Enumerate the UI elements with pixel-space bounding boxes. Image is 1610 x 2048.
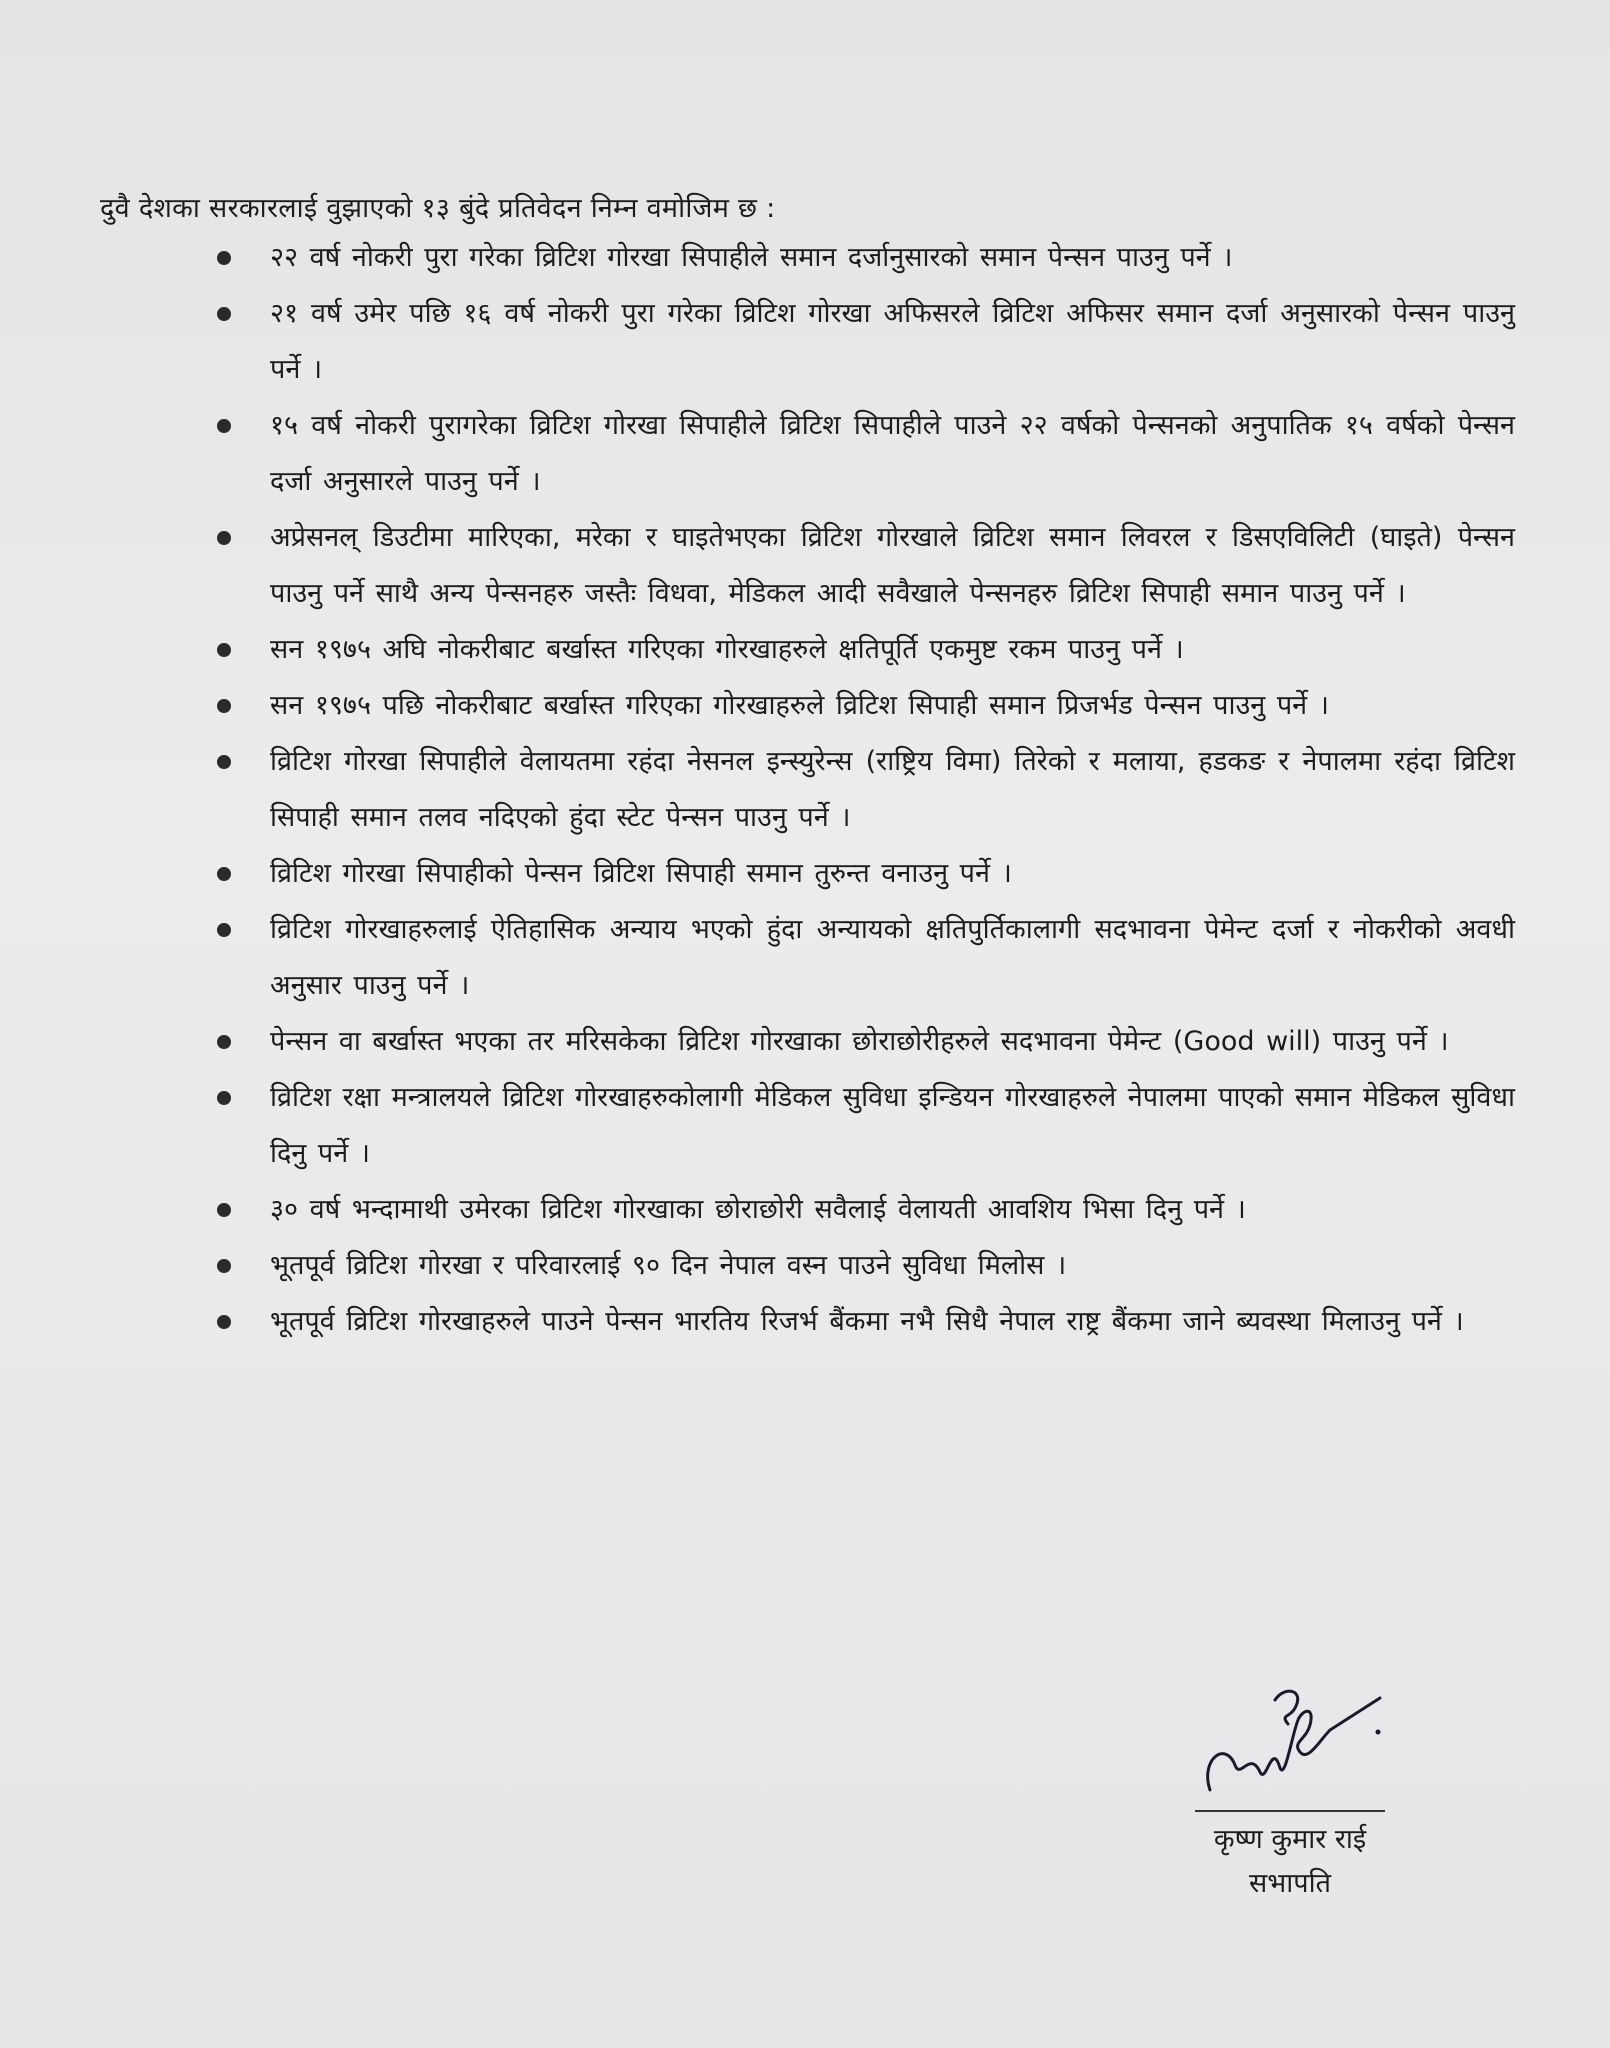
demands-list	[205, 230, 1515, 1350]
list-item-text: भूतपूर्व व्रिटिश गोरखाहरुले पाउने पेन्सन भारतिय रिजर्भ बैंकमा नभै सिधै नेपाल राष्ट्र बैंकमा जाने ब्यवस्था मिलाउनु पर्ने ।	[270, 1306, 1464, 1337]
bullet-icon	[217, 643, 231, 657]
bullet-icon	[217, 531, 231, 545]
list-item	[205, 902, 1515, 1014]
bullet-icon	[217, 419, 231, 433]
signatory-title: सभापति	[1249, 1868, 1331, 1899]
list-item-text: व्रिटिश गोरखाहरुलाई ऐतिहासिक अन्याय भएको हुंदा अन्यायको क्षतिपुर्तिकालागी सदभावना पेमेन्ट दर्जा र नोकरीको अवधी अनुसार पाउनु पर्ने ।	[270, 914, 1515, 1001]
bullet-icon	[217, 1315, 231, 1329]
bullet-icon	[217, 307, 231, 321]
list-item-text: १५ वर्ष नोकरी पुरागरेका व्रिटिश गोरखा सिपाहीले व्रिटिश सिपाहीले पाउने २२ वर्षको पेन्सनको अनुपातिक १५ वर्षको पेन्सन दर्जा अनुसारले पाउनु पर्ने ।	[270, 410, 1515, 497]
bullet-icon	[217, 867, 231, 881]
list-item-text: व्रिटिश गोरखा सिपाहीले वेलायतमा रहंदा नेसनल इन्स्युरेन्स (राष्ट्रिय विमा) तिरेको र मलाया, हडकङ र नेपालमा रहंदा व्रिटिश सिपाही समान तलव नदिएको हुंदा स्टेट पेन्सन पाउनु पर्ने ।	[270, 746, 1515, 833]
list-item-text: व्रिटिश रक्षा मन्त्रालयले व्रिटिश गोरखाहरुकोलागी मेडिकल सुविधा इन्डियन गोरखाहरुले नेपालमा पाएको समान मेडिकल सुविधा दिनु पर्ने ।	[270, 1082, 1515, 1169]
signatory-name: कृष्ण कुमार राई	[1213, 1824, 1367, 1855]
list-item-text: पेन्सन वा बर्खास्त भएका तर मरिसकेका व्रिटिश गोरखाका छोराछोरीहरुले सदभावना पेमेन्ट (Good will) पाउनु पर्ने ।	[270, 1026, 1449, 1057]
list-item-text: सन १९७५ पछि नोकरीबाट बर्खास्त गरिएका गोरखाहरुले व्रिटिश सिपाही समान प्रिजर्भड पेन्सन पाउनु पर्ने ।	[270, 690, 1329, 721]
list-item-text: २१ वर्ष उमेर पछि १६ वर्ष नोकरी पुरा गरेका व्रिटिश गोरखा अफिसरले व्रिटिश अफिसर समान दर्जा अनुसारको पेन्सन पाउनु पर्ने ।	[270, 298, 1515, 385]
list-item	[205, 1182, 1515, 1238]
list-item	[205, 1070, 1515, 1182]
list-item	[205, 734, 1515, 846]
list-item	[205, 846, 1515, 902]
bullet-icon	[217, 1203, 231, 1217]
list-item	[205, 1294, 1515, 1350]
bullet-icon	[217, 699, 231, 713]
bullet-icon	[217, 755, 231, 769]
list-item	[205, 286, 1515, 398]
list-item	[205, 678, 1515, 734]
intro-text: दुवै देशका सरकारलाई वुझाएको १३ बुंदे प्रतिवेदन निम्न वमोजिम छ :	[100, 193, 776, 224]
list-item	[205, 398, 1515, 510]
list-item-text: भूतपूर्व व्रिटिश गोरखा र परिवारलाई ९० दिन नेपाल वस्न पाउने सुविधा मिलोस ।	[270, 1250, 1067, 1281]
list-item-text: अप्रेसनल् डिउटीमा मारिएका, मरेका र घाइतेभएका व्रिटिश गोरखाले व्रिटिश समान लिवरल र डिसएविलिटी (घाइते) पेन्सन पाउनु पर्ने साथै अन्य पेन्सनहरु जस्तैः विधवा, मेडिकल आदी सवैखाले पेन्सनहरु व्रिटिश सिपाही समान पाउनु पर्ने ।	[270, 522, 1515, 609]
list-item	[205, 510, 1515, 622]
list-item	[205, 230, 1515, 286]
bullet-icon	[217, 251, 231, 265]
bullet-icon	[217, 1035, 231, 1049]
signature-line	[1195, 1810, 1385, 1812]
handwritten-signature	[1180, 1680, 1400, 1810]
list-item-text: ३० वर्ष भन्दामाथी उमेरका व्रिटिश गोरखाका छोराछोरी सवैलाई वेलायती आवशिय भिसा दिनु पर्ने ।	[270, 1194, 1246, 1225]
list-item	[205, 1238, 1515, 1294]
signature-block	[1170, 1680, 1410, 1906]
bullet-icon	[217, 1259, 231, 1273]
list-item-text: व्रिटिश गोरखा सिपाहीको पेन्सन व्रिटिश सिपाही समान तुरुन्त वनाउनु पर्ने ।	[270, 858, 1012, 889]
list-item	[205, 1014, 1515, 1070]
bullet-icon	[217, 923, 231, 937]
list-item-text: २२ वर्ष नोकरी पुरा गरेका व्रिटिश गोरखा सिपाहीले समान दर्जानुसारको समान पेन्सन पाउनु पर्ने ।	[270, 242, 1233, 273]
bullet-icon	[217, 1091, 231, 1105]
list-item-text: सन १९७५ अघि नोकरीबाट बर्खास्त गरिएका गोरखाहरुले क्षतिपूर्ति एकमुष्ट रकम पाउनु पर्ने ।	[270, 634, 1184, 665]
list-item	[205, 622, 1515, 678]
